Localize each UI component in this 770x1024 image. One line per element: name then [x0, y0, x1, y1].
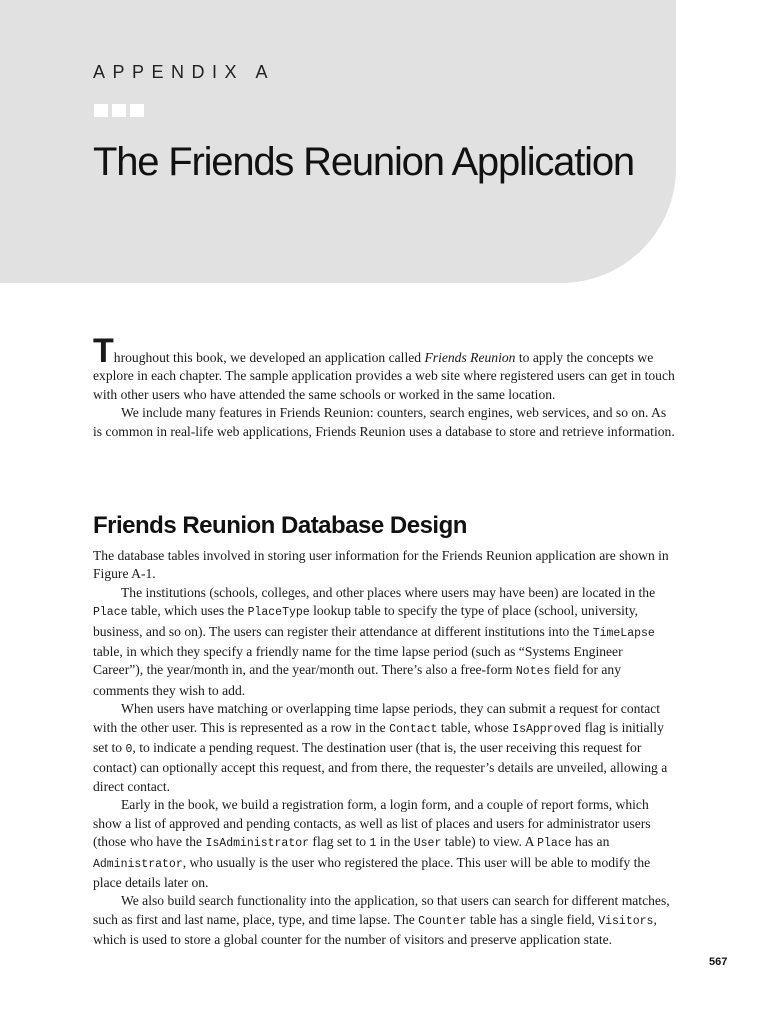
text-run: Early in the book, we build a registration form, a login form, and a couple of report forms, which show a list of approved and pending contacts, as well as list of places and users for administrator users (those who have the: [93, 797, 651, 850]
intro-paragraph-2: We include many features in Friends Reunion: counters, search engines, web services, and so on. As is common in real-life web applications, Friends Reunion uses a database to store and retrieve information.: [93, 405, 675, 439]
section-heading: Friends Reunion Database Design: [93, 512, 467, 539]
code-term: 1: [369, 837, 377, 851]
square-icon: [112, 104, 126, 117]
code-term: Place: [537, 837, 572, 851]
text-run: flag is initially set to: [93, 719, 664, 756]
intro-section: [93, 332, 676, 441]
code-term: Place: [93, 606, 128, 620]
text-run: hroughout this book, we developed an application called: [113, 350, 425, 365]
section-paragraph-1: The database tables involved in storing user information for the Friends Reunion application are shown in Figure A-1.: [93, 548, 669, 582]
decorative-squares: [94, 104, 144, 117]
text-run: We also build search functionality into the application, so that users can search for different matches, such as first and last name, place, type, and time lapse. The: [93, 893, 670, 927]
code-term: Counter: [418, 914, 467, 928]
chapter-title: The Friends Reunion Application: [93, 140, 634, 184]
section-paragraph-5: [93, 892, 676, 949]
text-run: The institutions (schools, colleges, and other places where users may have been) are located in the: [121, 584, 656, 600]
page-number: 567: [709, 956, 728, 968]
text-run: , which is used to store a global counter for the number of visitors and preserve application state.: [93, 911, 657, 948]
square-icon: [130, 104, 144, 117]
code-term: IsAdministrator: [205, 837, 310, 851]
database-design-section: [93, 547, 676, 950]
text-run: , to indicate a pending request. The destination user (that is, the user receiving this request for contact) can optionally accept this request, and from there, the requester’s details are unveiled, allowing a direct contact.: [93, 740, 668, 794]
code-term: Visitors: [598, 914, 654, 928]
text-run: table, whose: [437, 719, 513, 735]
code-term: User: [413, 837, 442, 851]
section-paragraph-2: [93, 584, 676, 700]
text-run: flag set to: [309, 834, 370, 850]
header-band: [0, 0, 676, 283]
section-paragraph-4: [93, 796, 676, 892]
code-term: PlaceType: [247, 606, 310, 620]
text-run: table) to view. A: [441, 834, 538, 850]
code-term: IsApproved: [512, 722, 582, 736]
code-term: Contact: [389, 722, 438, 736]
square-icon: [94, 104, 108, 117]
drop-cap: T: [93, 332, 114, 370]
code-term: TimeLapse: [592, 626, 655, 640]
section-paragraph-3: [93, 700, 676, 796]
text-run: has an: [571, 834, 610, 850]
text-run: lookup table to specify the type of place (school, university, business, and so on). The users can register their attendance at different institutions into the: [93, 603, 639, 639]
code-term: Administrator: [93, 857, 183, 871]
appendix-label: APPENDIX A: [93, 62, 276, 82]
text-run: When users have matching or overlapping time lapse periods, they can submit a request for contact with the other user. This is represented as a row in the: [93, 701, 661, 735]
text-run: table, in which they specify a friendly name for the time lapse period (such as “Systems Engineer Career”), the year/month in, and the year/month out. There’s also a free-form: [93, 644, 623, 678]
text-run: to apply the concepts we explore in each chapter. The sample application provides a web site where registered users can get in touch with other users who have attended the same schools or worked in the same location.: [93, 350, 675, 402]
text-run: table, which uses the: [127, 603, 248, 619]
code-term: 0: [125, 743, 133, 757]
text-run: in the: [376, 834, 414, 850]
app-name-italic: Friends Reunion: [424, 350, 516, 365]
text-run: field for any comments they wish to add.: [93, 662, 621, 698]
code-term: Notes: [515, 665, 551, 679]
intro-paragraph-1: [93, 332, 676, 404]
text-run: , who usually is the user who registered the place. This user will be able to modify the place details later on.: [93, 854, 651, 890]
text-run: table has a single field,: [466, 911, 599, 927]
